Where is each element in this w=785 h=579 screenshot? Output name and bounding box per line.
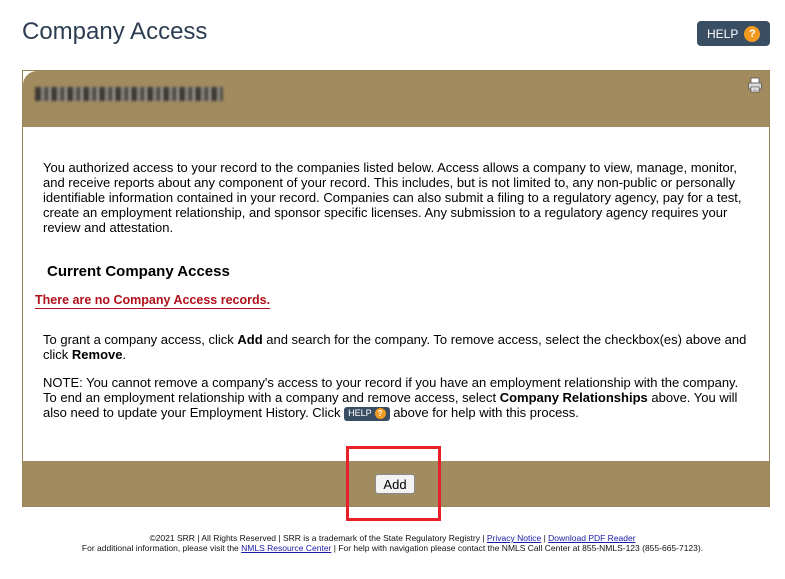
inline-help-button[interactable] — [344, 407, 390, 421]
note-text-3: above for help with this process. — [389, 405, 579, 420]
grant-text-2: and search for the company. To remove access, select the checkbox(es) above and click — [43, 332, 747, 362]
no-records-message: There are no Company Access records. — [35, 293, 271, 307]
help-question-icon: ? — [744, 26, 760, 42]
page-title: Company Access — [22, 18, 208, 45]
company-access-panel — [22, 70, 770, 507]
note-text — [43, 375, 755, 421]
grant-add-emphasis: Add — [237, 332, 263, 347]
printer-icon[interactable] — [747, 77, 763, 93]
page-footer — [0, 533, 785, 553]
section-title: Current Company Access — [47, 263, 230, 280]
privacy-notice-link[interactable]: Privacy Notice — [486, 533, 542, 543]
note-text-2: above. You will also need to update your Employment History. Click — [43, 390, 738, 420]
panel-footer — [23, 461, 769, 506]
grant-text-1: To grant a company access, click — [43, 332, 238, 347]
redacted-individual-name — [35, 87, 223, 101]
intro-text: You authorized access to your record to the companies listed below. Access allows a company to view, manage, monitor, and receive reports about any component of your record. This includes, but is not limited to, any non-public or personally identifiable information contained in your record. Companies can also submit a filing to a regulatory agency, pay for a test, create an employment relationship, and sponsor specific licenses. Any submission to a regulatory agency requires your review and attestation. — [43, 160, 742, 235]
inline-help-question-icon: ? — [375, 408, 386, 419]
note-text-1: NOTE: You cannot remove a company's access to your record if you have an employment relationship with the company. To end an employment relationship with a company and remove access, select — [43, 375, 739, 405]
footer-line-1 — [0, 533, 785, 543]
footer-separator: | — [541, 533, 549, 543]
panel-body — [23, 127, 769, 461]
inline-help-label: HELP — [348, 408, 372, 418]
add-button[interactable]: Add — [375, 474, 415, 494]
help-button-label: HELP — [707, 26, 739, 41]
footer-info-suffix: | For help with navigation please contact the NMLS Call Center at 855-NMLS-123 (855-665-7123). — [331, 543, 704, 553]
nmls-resource-center-link[interactable]: NMLS Resource Center — [241, 543, 332, 553]
footer-info-prefix: For additional information, please visit the — [81, 543, 242, 553]
copyright-text: ©2021 SRR | All Rights Reserved | SRR is a trademark of the State Regulatory Registry | — [149, 533, 487, 543]
download-pdf-reader-link[interactable]: Download PDF Reader — [548, 533, 636, 543]
grant-access-instructions — [43, 332, 753, 362]
grant-remove-emphasis: Remove — [71, 347, 123, 362]
footer-line-2 — [0, 543, 785, 553]
help-button[interactable] — [697, 21, 770, 46]
grant-text-3: . — [122, 347, 127, 362]
panel-header — [23, 71, 769, 127]
note-company-relationships-emphasis: Company Relationships — [499, 390, 648, 405]
